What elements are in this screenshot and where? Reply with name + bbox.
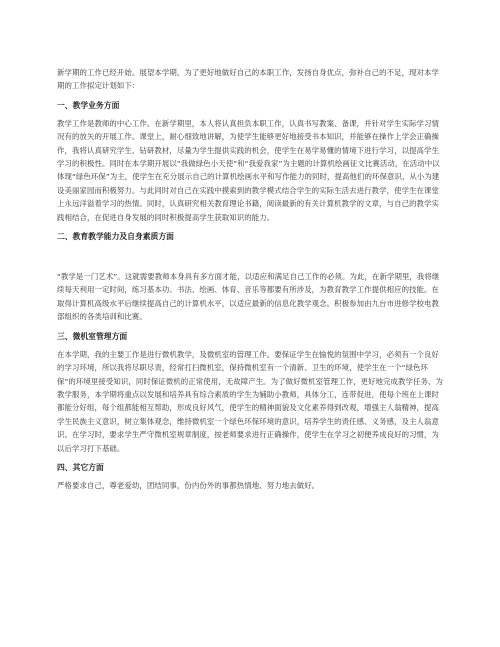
ability-paragraph: “教学是一门艺术”。这就需要教师本身具有多方面才能，以适应和满足自己工作的必须。为此，在新学期里，我将继续每天利用一定时间，练习基本功。书法、绘画、体育、音乐等都要有所涉及，为教育教学工作提供相应的技能。在取得计算机高级水平后继续提高自己的计算机水平，以适应最新的信息化教学观念。积极参加由九台市进修学校电教部组织的各类培训和比赛。 (57, 272, 440, 322)
section-heading-lab: 三、微机室管理方面 (57, 331, 128, 341)
document-page (57, 66, 445, 492)
other-paragraph: 严格要求自己，尊老爱幼，团结同事，份内份外的事都热情地、努力地去做好。 (57, 480, 320, 490)
blank-gap (57, 248, 445, 270)
intro-paragraph: 新学期的工作已经开始。展望本学期，为了更好地做好自己的本职工作，发扬自身优点，弥补自己的不足，现对本学期的工作拟定计划如下： (57, 68, 440, 91)
section-heading-ability: 二、教育教学能力及自身素质方面 (57, 232, 174, 242)
section-heading-other: 四、其它方面 (57, 462, 104, 472)
section-heading-teaching: 一、教学业务方面 (57, 100, 120, 110)
lab-paragraph: 在本学期，我的主要工作是进行微机教学，及微机室的管理工作。要保证学生在愉悦的氛围中学习，必须有一个良好的学习环境，所以我将尽职尽责，经常打扫微机室，保持微机室有一个清新、卫生的环境，使学生在一个“绿色环保”的环境里接受知识，同时保证微机的正常使用，无故障产生。为了做好微机室管理工作，更好地完成教学任务、为教学服务，本学期将重点以发展和培养具有综合素质的学生为辅助小教师，具体分工，连带促进，使每个班在上课时都能分好组，每个组都能相互帮助，形成良好风气，使学生的精神面貌及文化素养得到改观，增强主人翁精神，提高学生民族主义意识，树立集体观念，维持微机室一个绿色环保环境的意识，培养学生的责任感、义务感，及主人翁意识。在学习时，要求学生严守微机室规章制度，按老师要求进行正确操作，使学生在学习之初便养成良好的习惯，为以后学习打下基础。 (57, 349, 443, 453)
teaching-paragraph: 教学工作是教师的中心工作。在新学期里，本人将认真担负本职工作，认真书写教案、备课，并针对学生实际学习情况有的放矢的开展工作。课堂上，耐心细致地讲解，为使学生能够更好地接受书本知识，并能够在操作上学会正确操作，我将认真研究学生、钻研教材，尽量为学生提供实践的机会，使学生在易学易懂的情境下进行学习，以提高学生学习的积极性。同时在本学期开展以“我做绿色小天使”和“我爱我家”为主题的计算机绘画征文比赛活动，在活动中以体现“绿色环保”为主，使学生在充分展示自己的计算机绘画水平和写作能力的同时，提高他们的环保意识，从小为建设美丽家园而积极努力。与此同时对自己在实践中摸索到的教学模式结合学生的实际生活去进行教学，使学生在课堂上永远洋溢着学习的热情。同时，认真研究相关教育理论书籍，阅读最新的有关计算机教学的文章，与自己的教学实践相结合，在促进自身发展的同时积极提高学生获取知识的能力。 (57, 118, 440, 222)
